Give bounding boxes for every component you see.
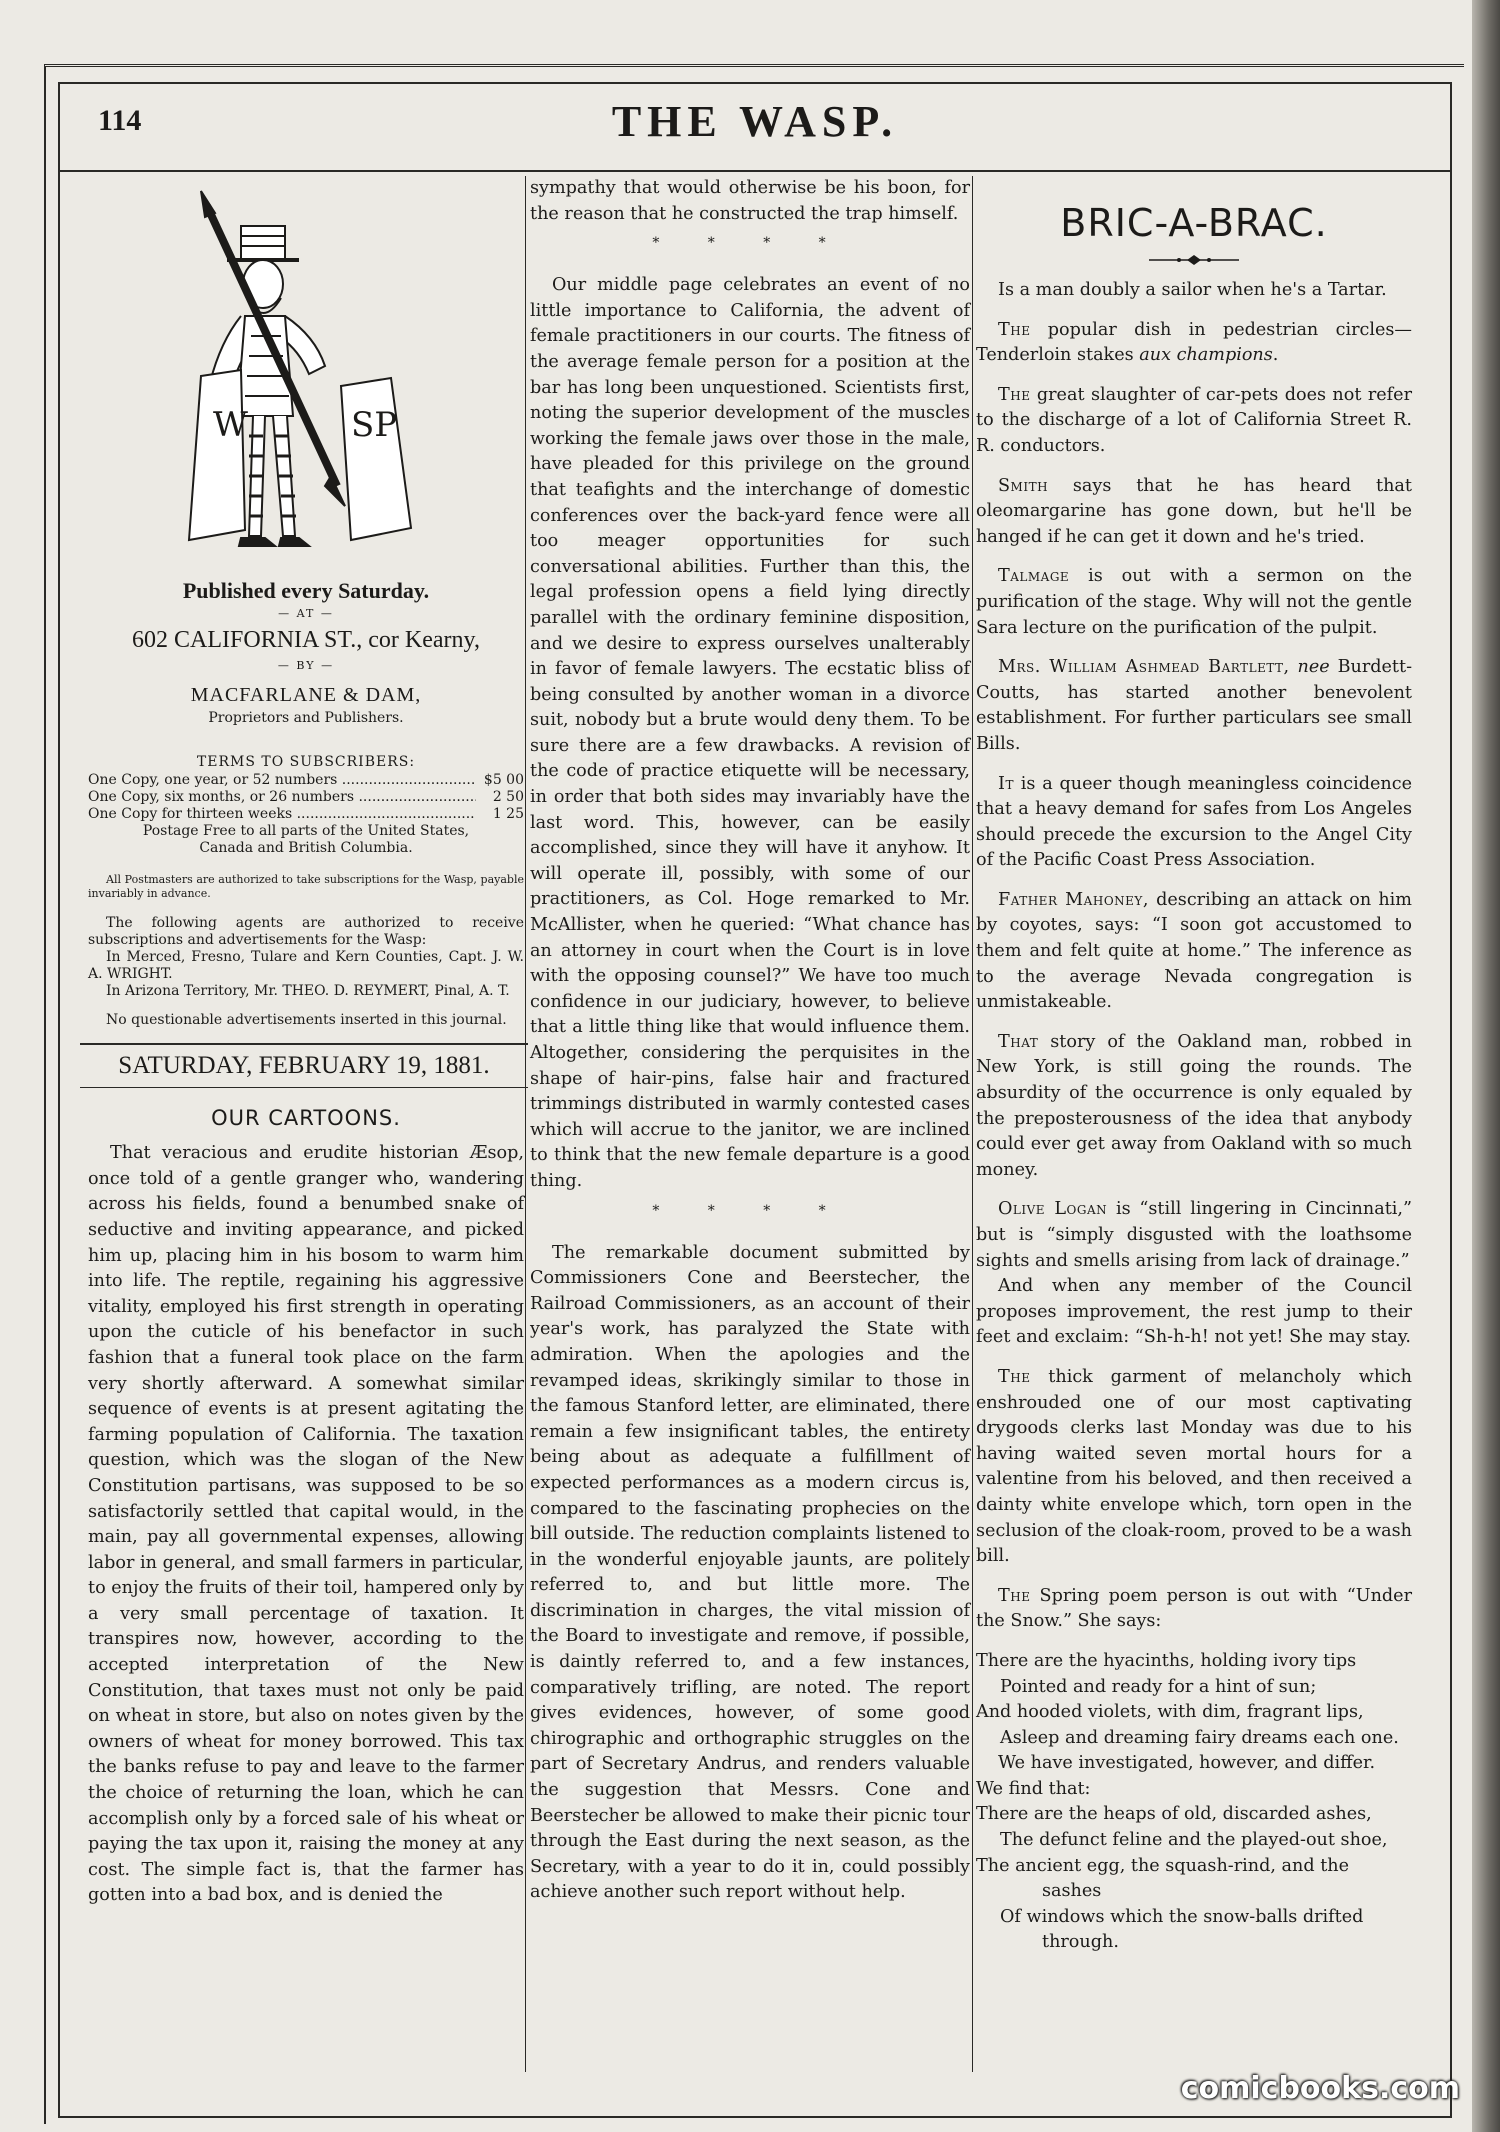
bric-item: The Spring poem person is out with “Under the Snow.” She says: bbox=[976, 1585, 1412, 1632]
bric-item-lead: The bbox=[998, 319, 1031, 340]
cartoons-paragraph-1: That veracious and erudite historian Æsop, once told of a gentle granger who, wandering across his fields, found a benumbed snake of seductive and inviting appearance, and picked him up, placing him in his bosom to warm him into life. The reptile, regaining his aggressive vitality, employed his first strength in operating upon the cuticle of his benefactor in such fashion that a funeral took place on the farm very shortly afterward. A somewhat similar sequence of events is at present agitating the farming population of California. The taxation question, which was the slogan of the New Constitution partisans, was supposed to be so satisfactorily settled that capital would, in the main, pay all governmental expenses, allowing labor in general, and small farmers in particular, to enjoy the fruits of their toil, hampered only by a very small percentage of taxation. It transpires now, however, according to the accepted interpretation of the New Constitution, that taxes must not only be paid on wheat in store, but also on notes given by the owners of wheat for money borrowed. This tax the banks refuse to pay and leave to the farmer the choice of returning the loan, which he can accomplish only by a forced sale of his wheat or paying the tax upon it, raising the money at any cost. The simple fact is, that the farmer has gotten into a bad box, and is denied the bbox=[88, 1143, 524, 1906]
poem-line: There are the heaps of old, discarded ashes, bbox=[976, 1804, 1372, 1825]
spring-poem bbox=[976, 1649, 1412, 1751]
bric-item: Olive Logan is “still lingering in Cincinnati,” but is “simply disgusted with the loathsome sights and smells arising from lack of drainage.” bbox=[976, 1199, 1412, 1271]
postage-line-2: Canada and British Columbia. bbox=[199, 839, 413, 856]
agents-notice bbox=[88, 915, 524, 1000]
poem-line: And hooded violets, with dim, fragrant lips, bbox=[976, 1702, 1364, 1723]
column-rule-2 bbox=[972, 176, 973, 2072]
cartoons-paragraph-2: Our middle page celebrates an event of no little importance to California, the advent of female practitioners in our courts. The fitness of the average female person for a position at the bar has long been unquestioned. Scientists first, noting the superior development of the muscles working the female jaws over those in the male, have pleaded for this privilege on the ground that teafights and the interchange of domestic conferences over the back-yard fence were all too meager opportunities for such conversational abilities. Further than this, the legal profession opens a field lying directly parallel with the ordinary feminine disposition, and we desire to express ourselves unalterably in favor of female lawyers. The ecstatic bliss of being consulted by another woman in a divorce suit, nobody but a brute would deny them. To be sure there are a few drawbacks. A revision of the code of practice etiquette will be necessary, in order that both sides may invariably have the last word. This, however, can be easily accomplished, since they will have it anyhow. It will operate ill, possibly, with some of our practitioners, as Col. Hoge remarked to Mr. McAllister, when he queried: “What chance has an attorney in court when the Court is in love with the opposing counsel?” We have too much confidence in our judiciary, however, to believe that a little thing like that would influence them. Altogether, considering the perquisites in the shape of hair-pins, false hair and fractured trimmings distributed in warmly contested cases which will accrue to the janitor, we are inclined to think that the new female departure is a good thing. bbox=[530, 275, 970, 1191]
terms-price: 1 25 bbox=[492, 805, 524, 822]
terms-row bbox=[88, 789, 524, 806]
postage-line-1: Postage Free to all parts of the United States, bbox=[142, 822, 470, 839]
column-rule-1 bbox=[525, 176, 526, 2072]
proprietors-name: MACFARLANE & DAM, bbox=[190, 683, 422, 706]
bric-item-lead: Father Mahoney, bbox=[998, 889, 1149, 910]
advertising-notice: No questionable advertisements inserted in this journal. bbox=[106, 1011, 507, 1028]
terms-label: One Copy for thirteen weeks ..... bbox=[88, 806, 476, 823]
our-cartoons-heading: OUR CARTOONS. bbox=[211, 1105, 401, 1130]
section-stars: * * * * bbox=[652, 1202, 848, 1219]
agents-arizona: In Arizona Territory, Mr. THEO. D. REYMERT, Pinal, A. T. bbox=[106, 982, 510, 999]
parody-poem bbox=[976, 1802, 1412, 1956]
terms-price: 2 50 bbox=[492, 788, 524, 805]
poem-line: The ancient egg, the squash-rind, and the bbox=[976, 1855, 1350, 1876]
terms-label: One Copy, one year, or 52 numbers ..... bbox=[88, 772, 476, 789]
header-rule bbox=[58, 170, 1452, 172]
bric-item: It is a queer though meaningless coincidence that a heavy demand for safes from Los Angeles should precede the excursion to the Angel City of the Pacific Coast Press Association. bbox=[976, 773, 1412, 871]
terms-label: One Copy, six months, or 26 numbers ..... bbox=[88, 789, 476, 806]
bric-item: Mrs. William Ashmead Bartlett, nee Burdett-Coutts, has started another benevolent establishment. For further particulars see small Bills. bbox=[976, 657, 1413, 754]
bric-item-emphasis: aux champions bbox=[1139, 345, 1273, 366]
postmasters-notice: All Postmasters are authorized to take subscriptions for the Wasp, payable invariably in advance. bbox=[88, 872, 524, 900]
poem-line: through. bbox=[1042, 1932, 1119, 1953]
poem-line: Pointed and ready for a hint of sun; bbox=[1000, 1676, 1317, 1697]
section-stars: * * * * bbox=[652, 235, 848, 252]
wasp-uncle-sam-pen-icon bbox=[141, 186, 471, 576]
cartoons-paragraph-1-cont: sympathy that would otherwise be his boon, for the reason that he constructed the trap himself. bbox=[530, 178, 970, 224]
bric-items bbox=[976, 278, 1412, 1649]
published-every-saturday: Published every Saturday. bbox=[182, 578, 430, 603]
issue-date: SATURDAY, FEBRUARY 19, 1881. bbox=[80, 1043, 528, 1088]
bric-item-lead: The bbox=[998, 1366, 1031, 1387]
bric-item: That story of the Oakland man, robbed in New York, is still going the rounds. The absurdity of the occurrence is only equaled by the preposterousness of the idea that anybody could ever get away from Oakland with so much money. bbox=[976, 1031, 1412, 1180]
terms-price: $5 00 bbox=[483, 771, 524, 788]
bric-item: Is a man doubly a sailor when he's a Tartar. bbox=[998, 280, 1387, 300]
poem-line: Of windows which the snow-balls drifted bbox=[1000, 1906, 1364, 1927]
svg-text:W: W bbox=[213, 405, 248, 445]
agents-merced: In Merced, Fresno, Tulare and Kern Counties, Capt. J. W. A. WRIGHT. bbox=[88, 948, 524, 982]
proprietors-subtitle: Proprietors and Publishers. bbox=[208, 709, 404, 726]
bric-item: Talmage is out with a sermon on the purification of the stage. Why will not the gentle Sara lecture on the purification of the pulpit. bbox=[976, 566, 1412, 638]
terms-row bbox=[88, 806, 524, 823]
bric-item-lead: The bbox=[998, 384, 1031, 405]
poem-line: sashes bbox=[1042, 1881, 1102, 1902]
at-label: — AT — bbox=[278, 606, 334, 620]
agents-intro: The following agents are authorized to receive subscriptions and advertisements for the Wasp: bbox=[88, 914, 524, 948]
bric-item: The popular dish in pedestrian circles—Tenderloin stakes aux champions. bbox=[976, 319, 1412, 366]
column-2 bbox=[530, 176, 970, 1906]
bric-item: Smith says that he has heard that oleomargarine has gone down, but he'll be hanged if he can get it down and he's tried. bbox=[976, 475, 1412, 547]
bric-item: The thick garment of melancholy which enshrouded one of our most captivating drygoods clerks last Monday was due to his having waited seven mortal hours for a valentine from his beloved, and then received a dainty white envelope which, torn open in the seclusion of the cloak-room, proved to be a wash bill. bbox=[976, 1366, 1412, 1567]
terms-heading: TERMS TO SUBSCRIBERS: bbox=[196, 753, 416, 770]
bric-item-lead: Olive Logan bbox=[998, 1199, 1108, 1220]
newspaper-title: THE WASP. bbox=[611, 97, 899, 146]
bric-item: And when any member of the Council proposes improvement, the rest jump to their feet and exclaim: “Sh-h-h! not yet! She may stay. bbox=[976, 1276, 1412, 1348]
bric-item: The great slaughter of car-pets does not refer to the discharge of a lot of California Street R. R. conductors. bbox=[976, 384, 1412, 456]
poem-line: There are the hyacinths, holding ivory tips bbox=[976, 1650, 1357, 1671]
bric-item-lead: Mrs. William Ashmead Bartlett, bbox=[998, 657, 1290, 678]
page-number: 114 bbox=[98, 104, 142, 137]
interlude-line-2: We find that: bbox=[976, 1778, 1091, 1799]
office-address: 602 CALIFORNIA ST., cor Kearny, bbox=[132, 626, 480, 653]
bric-item-emphasis: nee bbox=[1297, 657, 1330, 678]
poem-line: The defunct feline and the played-out shoe, bbox=[1000, 1830, 1388, 1851]
bric-item-lead: Talmage bbox=[998, 566, 1070, 587]
poem-line: Asleep and dreaming fairy dreams each one. bbox=[1000, 1727, 1399, 1748]
bric-item-lead: Smith bbox=[998, 475, 1049, 496]
interlude-line-1: We have investigated, however, and differ. bbox=[998, 1753, 1376, 1774]
watermark: comicbooks.com bbox=[1180, 2071, 1460, 2106]
svg-text:SP: SP bbox=[351, 405, 398, 445]
cartoons-paragraph-3: The remarkable document submitted by Commissioners Cone and Beerstecher, the Railroad Commissioners, as an account of their year's work, has paralyzed the State with admiration. When the apologies and the revamped ideas, skrikingly similar to those in the famous Stanford letter, are eliminated, there remain a few insignificant tables, the entirety being about as adequate a fulfillment of expected performances as a modern circus is, compared to the fascinating prophecies on the bill outside. The reduction complaints listened to in the wonderful enjoyable jaunts, are politely referred to, and but little more. The discrimination in charges, the vital mission of the Board to investigate and remove, if possible, is daintly referred to, and a few instances, comparatively trifling, are noted. The report gives evidences, however, of some good chirographic and orthographic struggles on the part of Secretary Andrus, and renders valuable the suggestion that Messrs. Cone and Beerstecher be allowed to make their picnic tour through the East during the next season, as the Secretary, with a year to do it in, could possibly achieve another such report without help. bbox=[530, 1242, 970, 1903]
ornament-divider-icon bbox=[1149, 254, 1239, 266]
page-header bbox=[58, 96, 1452, 176]
bric-item-lead: That bbox=[998, 1031, 1039, 1052]
column-3 bbox=[976, 176, 1412, 1956]
bric-item-lead: The bbox=[998, 1585, 1031, 1606]
bric-item: Father Mahoney, describing an attack on him by coyotes, says: “I soon got accustomed to them and felt quite at home.” The inference as to the average Nevada congregation is unmistakeable. bbox=[976, 889, 1412, 1013]
by-label: — BY — bbox=[277, 658, 335, 672]
bric-a-brac-heading: BRIC-A-BRAC. bbox=[1060, 201, 1328, 245]
terms-row bbox=[88, 772, 524, 789]
bric-item-lead: It bbox=[998, 773, 1014, 794]
column-1 bbox=[88, 176, 524, 1909]
page-binding-edge bbox=[1472, 0, 1500, 2132]
